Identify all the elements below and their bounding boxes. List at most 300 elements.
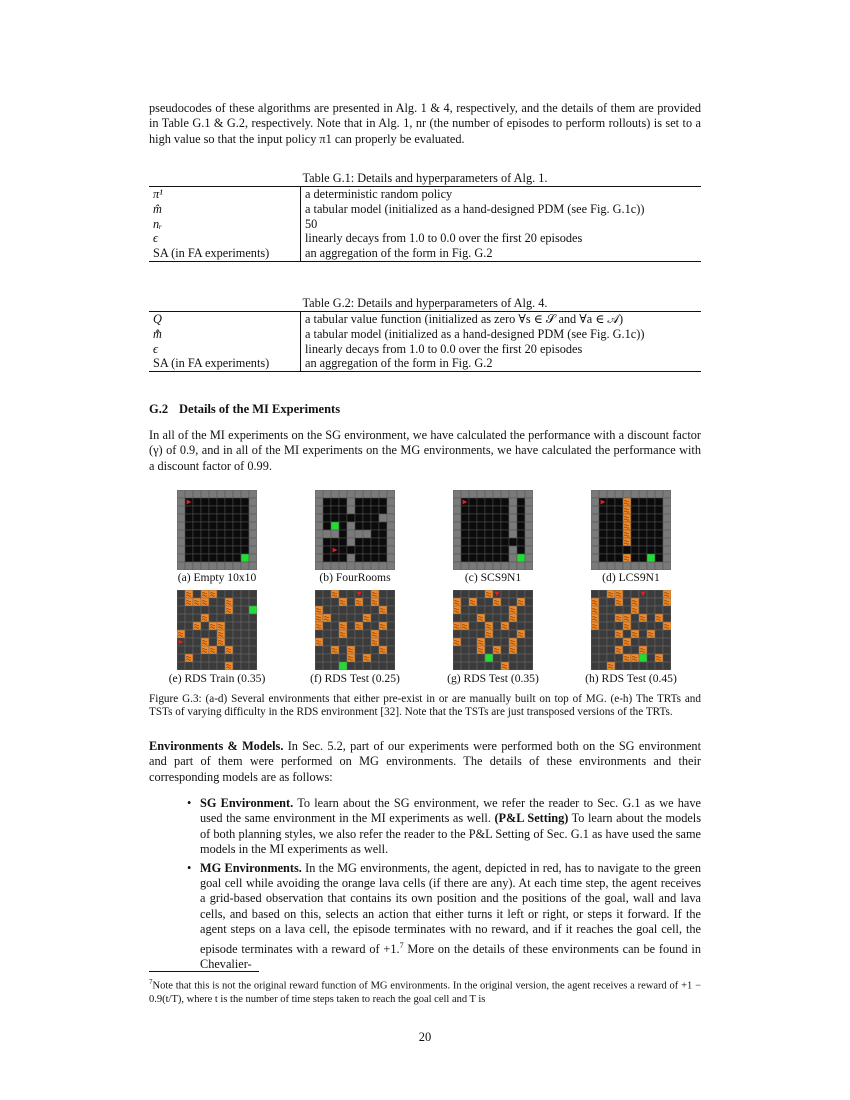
floor-cell <box>453 614 461 622</box>
floor-cell <box>225 546 233 554</box>
lava-cell <box>615 590 623 598</box>
floor-cell <box>233 514 241 522</box>
floor-cell <box>461 606 469 614</box>
floor-cell <box>631 538 639 546</box>
wall-cell <box>631 490 639 498</box>
floor-cell <box>233 498 241 506</box>
floor-cell <box>461 654 469 662</box>
floor-cell <box>525 638 533 646</box>
floor-cell <box>485 498 493 506</box>
floor-cell <box>379 506 387 514</box>
floor-cell <box>623 590 631 598</box>
floor-cell <box>323 538 331 546</box>
floor-cell <box>647 530 655 538</box>
floor-cell <box>201 530 209 538</box>
floor-cell <box>363 522 371 530</box>
floor-cell <box>339 590 347 598</box>
floor-cell <box>209 514 217 522</box>
table-row <box>149 356 701 371</box>
floor-cell <box>525 646 533 654</box>
floor-cell <box>485 506 493 514</box>
floor-cell <box>655 606 663 614</box>
wall-cell <box>663 546 671 554</box>
floor-cell <box>347 662 355 670</box>
floor-cell <box>493 638 501 646</box>
floor-cell <box>249 646 257 654</box>
floor-cell <box>469 590 477 598</box>
floor-cell <box>469 554 477 562</box>
floor-cell <box>193 590 201 598</box>
floor-cell <box>387 614 395 622</box>
floor-cell <box>501 614 509 622</box>
lava-cell <box>501 662 509 670</box>
lava-cell <box>623 514 631 522</box>
floor-cell <box>631 498 639 506</box>
floor-cell <box>225 498 233 506</box>
bullet-sg-bold2: (P&L Setting) <box>494 811 569 826</box>
floor-cell <box>623 646 631 654</box>
wall-cell <box>323 562 331 570</box>
wall-cell <box>655 490 663 498</box>
floor-cell <box>379 590 387 598</box>
wall-cell <box>177 514 185 522</box>
floor-cell <box>225 590 233 598</box>
lava-cell <box>315 622 323 630</box>
floor-cell <box>591 638 599 646</box>
footnote-mark: 7 <box>149 978 153 986</box>
floor-cell <box>209 546 217 554</box>
wall-cell <box>347 530 355 538</box>
floor-cell <box>623 630 631 638</box>
table-key: m̄̂ <box>149 327 301 342</box>
floor-cell <box>233 662 241 670</box>
wall-cell <box>453 546 461 554</box>
lava-cell <box>655 614 663 622</box>
lava-cell <box>647 630 655 638</box>
floor-cell <box>249 614 257 622</box>
lava-cell <box>623 538 631 546</box>
wall-cell <box>355 530 363 538</box>
floor-cell <box>177 590 185 598</box>
floor-cell <box>249 622 257 630</box>
floor-cell <box>477 630 485 638</box>
floor-cell <box>615 522 623 530</box>
floor-cell <box>655 638 663 646</box>
floor-cell <box>607 654 615 662</box>
bullet-list <box>149 796 701 973</box>
table-value: a deterministic random policy <box>305 187 453 201</box>
floor-cell <box>339 538 347 546</box>
floor-cell <box>185 614 193 622</box>
floor-cell <box>631 638 639 646</box>
figure-subcaption: (d) LCS9N1 <box>602 571 660 584</box>
floor-cell <box>387 598 395 606</box>
floor-cell <box>241 614 249 622</box>
floor-cell <box>241 538 249 546</box>
floor-cell <box>217 506 225 514</box>
floor-cell <box>461 506 469 514</box>
floor-cell <box>485 538 493 546</box>
lava-cell <box>615 646 623 654</box>
floor-cell <box>371 654 379 662</box>
lava-cell <box>655 654 663 662</box>
floor-cell <box>209 662 217 670</box>
wall-cell <box>387 514 395 522</box>
floor-cell <box>225 538 233 546</box>
wall-cell <box>217 562 225 570</box>
floor-cell <box>379 554 387 562</box>
floor-cell <box>517 622 525 630</box>
wall-cell <box>501 562 509 570</box>
floor-cell <box>241 590 249 598</box>
wall-cell <box>607 490 615 498</box>
floor-cell <box>493 546 501 554</box>
floor-cell <box>453 646 461 654</box>
env-heading: Environments & Models. <box>149 739 284 753</box>
floor-cell <box>323 598 331 606</box>
floor-cell <box>647 538 655 546</box>
floor-cell <box>217 654 225 662</box>
lava-cell <box>315 614 323 622</box>
floor-cell <box>615 654 623 662</box>
floor-cell <box>315 630 323 638</box>
floor-cell <box>331 498 339 506</box>
floor-cell <box>631 614 639 622</box>
floor-cell <box>371 622 379 630</box>
floor-cell <box>355 514 363 522</box>
lava-cell <box>631 606 639 614</box>
figure-subcaption: (b) FourRooms <box>319 571 391 584</box>
env-grid-6 <box>315 590 395 670</box>
floor-cell <box>249 654 257 662</box>
lava-cell <box>201 590 209 598</box>
floor-cell <box>233 506 241 514</box>
lava-cell <box>485 622 493 630</box>
floor-cell <box>379 598 387 606</box>
wall-cell <box>355 562 363 570</box>
wall-cell <box>201 562 209 570</box>
lava-cell <box>631 598 639 606</box>
wall-cell <box>217 490 225 498</box>
wall-cell <box>363 562 371 570</box>
floor-cell <box>607 506 615 514</box>
floor-cell <box>477 538 485 546</box>
floor-cell <box>663 614 671 622</box>
wall-cell <box>193 562 201 570</box>
section-heading <box>149 402 340 417</box>
wall-cell <box>185 562 193 570</box>
lava-cell <box>591 598 599 606</box>
floor-cell <box>339 498 347 506</box>
floor-cell <box>639 662 647 670</box>
floor-cell <box>339 654 347 662</box>
floor-cell <box>387 646 395 654</box>
floor-cell <box>647 638 655 646</box>
floor-cell <box>655 514 663 522</box>
floor-cell <box>185 646 193 654</box>
floor-cell <box>461 590 469 598</box>
floor-cell <box>477 554 485 562</box>
lava-cell <box>363 614 371 622</box>
floor-cell <box>315 590 323 598</box>
wall-cell <box>453 562 461 570</box>
floor-cell <box>485 554 493 562</box>
wall-cell <box>177 522 185 530</box>
floor-cell <box>371 514 379 522</box>
floor-cell <box>387 638 395 646</box>
floor-cell <box>363 606 371 614</box>
floor-cell <box>615 622 623 630</box>
lava-cell <box>623 622 631 630</box>
floor-cell <box>193 514 201 522</box>
floor-cell <box>599 638 607 646</box>
floor-cell <box>663 646 671 654</box>
floor-cell <box>591 662 599 670</box>
wall-cell <box>591 506 599 514</box>
floor-cell <box>647 606 655 614</box>
table-value: 50 <box>305 216 318 231</box>
floor-cell <box>607 606 615 614</box>
floor-cell <box>509 662 517 670</box>
wall-cell <box>591 522 599 530</box>
wall-cell <box>177 506 185 514</box>
wall-cell <box>639 490 647 498</box>
floor-cell <box>517 590 525 598</box>
floor-cell <box>607 638 615 646</box>
floor-cell <box>639 598 647 606</box>
floor-cell <box>591 654 599 662</box>
floor-cell <box>655 506 663 514</box>
wall-cell <box>387 562 395 570</box>
floor-cell <box>493 522 501 530</box>
floor-cell <box>323 606 331 614</box>
wall-cell <box>347 562 355 570</box>
floor-cell <box>469 606 477 614</box>
wall-cell <box>323 490 331 498</box>
floor-cell <box>331 630 339 638</box>
wall-cell <box>607 562 615 570</box>
floor-cell <box>599 514 607 522</box>
wall-cell <box>485 490 493 498</box>
wall-cell <box>623 562 631 570</box>
env-text: In Sec. 5.2, part of our experiments were performed both on the SG environment and part of them were performed on MG environments. The details of these environments and their corresponding models are as follows: <box>149 739 701 784</box>
env-grid-4 <box>591 490 671 570</box>
floor-cell <box>607 614 615 622</box>
floor-cell <box>347 598 355 606</box>
floor-cell <box>647 522 655 530</box>
floor-cell <box>339 614 347 622</box>
floor-cell <box>599 646 607 654</box>
floor-cell <box>347 638 355 646</box>
wall-cell <box>663 562 671 570</box>
floor-cell <box>193 506 201 514</box>
lava-cell <box>201 614 209 622</box>
wall-cell <box>249 490 257 498</box>
floor-cell <box>501 606 509 614</box>
floor-cell <box>501 654 509 662</box>
floor-cell <box>233 590 241 598</box>
floor-cell <box>185 546 193 554</box>
wall-cell <box>225 562 233 570</box>
env-paragraph <box>149 739 701 785</box>
floor-cell <box>209 530 217 538</box>
floor-cell <box>453 630 461 638</box>
lava-cell <box>509 638 517 646</box>
wall-cell <box>525 498 533 506</box>
table-key: π¹ <box>149 187 301 202</box>
floor-cell <box>217 522 225 530</box>
floor-cell <box>509 590 517 598</box>
floor-cell <box>615 530 623 538</box>
floor-cell <box>501 538 509 546</box>
lava-cell <box>185 654 193 662</box>
floor-cell <box>639 622 647 630</box>
floor-cell <box>241 522 249 530</box>
env-grid-1 <box>177 490 257 570</box>
table-key: ϵ <box>149 342 301 357</box>
floor-cell <box>631 554 639 562</box>
floor-cell <box>241 506 249 514</box>
floor-cell <box>607 514 615 522</box>
floor-cell <box>233 546 241 554</box>
floor-cell <box>233 606 241 614</box>
wall-cell <box>509 562 517 570</box>
floor-cell <box>599 546 607 554</box>
lava-cell <box>485 590 493 598</box>
wall-cell <box>177 554 185 562</box>
floor-cell <box>663 630 671 638</box>
table2 <box>149 311 701 372</box>
floor-cell <box>331 622 339 630</box>
wall-cell <box>177 546 185 554</box>
floor-cell <box>233 522 241 530</box>
floor-cell <box>363 514 371 522</box>
floor-cell <box>185 530 193 538</box>
floor-cell <box>339 606 347 614</box>
floor-cell <box>355 546 363 554</box>
floor-cell <box>209 506 217 514</box>
floor-cell <box>241 638 249 646</box>
floor-cell <box>517 654 525 662</box>
wall-cell <box>177 562 185 570</box>
floor-cell <box>185 638 193 646</box>
wall-cell <box>387 490 395 498</box>
floor-cell <box>241 662 249 670</box>
lava-cell <box>379 646 387 654</box>
floor-cell <box>647 498 655 506</box>
wall-cell <box>379 490 387 498</box>
floor-cell <box>347 622 355 630</box>
floor-cell <box>339 554 347 562</box>
floor-cell <box>225 638 233 646</box>
floor-cell <box>517 638 525 646</box>
floor-cell <box>607 546 615 554</box>
intro-paragraph: pseudocodes of these algorithms are presented in Alg. 1 & 4, respectively, and the details of them are provided in Table G.1 & G.2, respectively. Note that in Alg. 1, nr (the number of episodes to perform rollouts) is set to a high value so that the input policy π1 can properly be evaluated. <box>149 101 701 146</box>
floor-cell <box>315 646 323 654</box>
wall-cell <box>477 562 485 570</box>
floor-cell <box>501 498 509 506</box>
env-grid-7 <box>453 590 533 670</box>
floor-cell <box>355 638 363 646</box>
wall-cell <box>639 562 647 570</box>
wall-cell <box>177 498 185 506</box>
floor-cell <box>509 598 517 606</box>
lava-cell <box>339 598 347 606</box>
figure-subcaption: (e) RDS Train (0.35) <box>168 672 266 685</box>
floor-cell <box>599 654 607 662</box>
lava-cell <box>331 646 339 654</box>
wall-cell <box>347 522 355 530</box>
floor-cell <box>591 590 599 598</box>
lava-cell <box>185 590 193 598</box>
floor-cell <box>477 662 485 670</box>
lava-cell <box>217 622 225 630</box>
figure-subcaption: (g) RDS Test (0.35) <box>447 672 539 685</box>
floor-cell <box>379 538 387 546</box>
lava-cell <box>193 622 201 630</box>
wall-cell <box>387 554 395 562</box>
wall-cell <box>591 538 599 546</box>
wall-cell <box>525 538 533 546</box>
floor-cell <box>249 662 257 670</box>
wall-cell <box>315 514 323 522</box>
wall-cell <box>525 562 533 570</box>
floor-cell <box>249 638 257 646</box>
floor-cell <box>193 606 201 614</box>
wall-cell <box>591 490 599 498</box>
floor-cell <box>241 654 249 662</box>
floor-cell <box>639 554 647 562</box>
floor-cell <box>331 514 339 522</box>
wall-cell <box>453 514 461 522</box>
wall-cell <box>647 562 655 570</box>
floor-cell <box>225 654 233 662</box>
floor-cell <box>331 606 339 614</box>
wall-cell <box>509 514 517 522</box>
lava-cell <box>615 630 623 638</box>
floor-cell <box>185 522 193 530</box>
wall-cell <box>347 498 355 506</box>
wall-cell <box>525 490 533 498</box>
floor-cell <box>509 654 517 662</box>
floor-cell <box>525 614 533 622</box>
goal-cell <box>339 662 347 670</box>
wall-cell <box>599 490 607 498</box>
floor-cell <box>201 522 209 530</box>
lava-cell <box>201 638 209 646</box>
floor-cell <box>615 506 623 514</box>
floor-cell <box>525 622 533 630</box>
floor-cell <box>371 546 379 554</box>
floor-cell <box>201 498 209 506</box>
floor-cell <box>631 622 639 630</box>
floor-cell <box>233 638 241 646</box>
lava-cell <box>623 530 631 538</box>
floor-cell <box>663 638 671 646</box>
floor-cell <box>331 654 339 662</box>
floor-cell <box>225 554 233 562</box>
floor-cell <box>493 622 501 630</box>
wall-cell <box>209 562 217 570</box>
floor-cell <box>469 506 477 514</box>
floor-cell <box>453 662 461 670</box>
table-value: an aggregation of the form in Fig. G.2 <box>305 356 493 371</box>
floor-cell <box>525 590 533 598</box>
floor-cell <box>501 522 509 530</box>
floor-cell <box>591 646 599 654</box>
lava-cell <box>663 598 671 606</box>
wall-cell <box>525 506 533 514</box>
